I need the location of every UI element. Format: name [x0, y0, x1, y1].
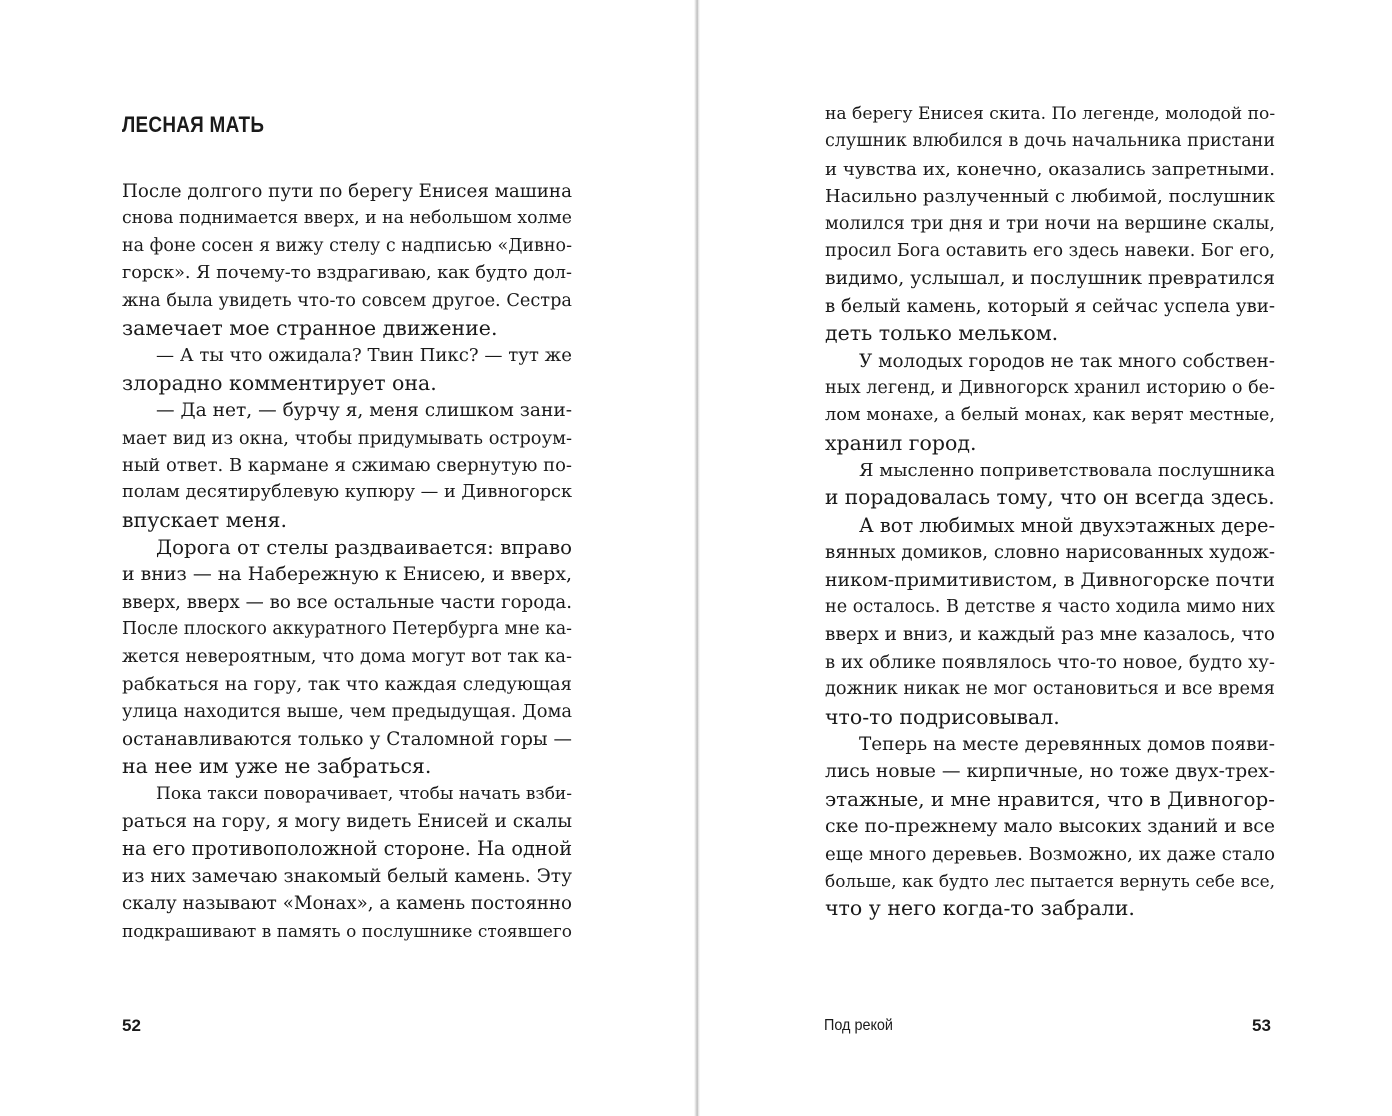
text-line: дожник никак не мог остановиться и все время — [825, 679, 1275, 700]
text-line: на нее им уже не забраться. — [122, 754, 432, 779]
chapter-title: ЛЕСНАЯ МАТЬ — [122, 112, 265, 137]
text-line: просил Бога оставить его здесь навеки. Бог его, — [825, 240, 1275, 261]
running-head-book-title: Под рекой — [824, 1017, 893, 1034]
text-line: ных легенд, и Дивногорск хранил историю о бе- — [825, 377, 1275, 398]
right-page — [700, 0, 1392, 1116]
text-line: что у него когда-то забрали. — [825, 896, 1135, 921]
text-line: Пока такси поворачивает, чтобы начать взби- — [156, 783, 572, 804]
text-line: видимо, услышал, и послушник превратился — [825, 268, 1275, 290]
text-line: лись новые — кирпичные, но тоже двух-трех- — [825, 761, 1275, 783]
text-line: на его противоположной стороне. На одной — [122, 837, 573, 861]
text-line: что-то подрисовывал. — [825, 704, 1060, 729]
text-line: — Да нет, — бурчу я, меня слишком зани- — [156, 400, 572, 422]
text-line: деть только мельком. — [825, 321, 1059, 346]
text-line: злорадно комментирует она. — [122, 370, 437, 395]
text-line: вверх и вниз, и каждый раз мне казалось, что — [825, 624, 1275, 646]
text-line: из них замечаю знакомый белый камень. Эту — [122, 865, 572, 887]
text-line: подкрашивают в память о послушнике стоявшего — [122, 920, 572, 941]
right-page-body-text — [825, 101, 1275, 923]
text-line: После долгого пути по берегу Енисея машина — [122, 181, 572, 202]
text-line: жна была увидеть что-то совсем другое. Сестра — [122, 290, 572, 311]
text-line: полам десятирублевую купюру — и Дивногорск — [122, 482, 572, 503]
text-line: ске по-прежнему мало высоких зданий и все — [825, 815, 1275, 838]
text-line: После плоского аккуратного Петербурга мне ка- — [122, 619, 572, 640]
text-line: на фоне сосен я вижу стелу с надписью «Дивно- — [122, 235, 572, 256]
text-line: не осталось. В детстве я часто ходила мимо них — [825, 597, 1275, 618]
text-line: в их облике появлялось что-то новое, будто ху- — [825, 651, 1275, 673]
left-page — [0, 0, 694, 1116]
text-line: скалу называют «Монах», а камень постоянно — [122, 893, 572, 915]
text-line: Дорога от стелы раздваивается: вправо — [156, 536, 572, 560]
text-line: еще много деревьев. Возможно, их даже стало — [825, 843, 1275, 865]
text-line: рабкаться на гору, так что каждая следующая — [122, 674, 572, 696]
text-line: снова поднимается вверх, и на небольшом холме — [122, 208, 572, 229]
text-line: хранил город. — [825, 430, 977, 455]
text-line: слушник влюбился в дочь начальника пристани — [825, 131, 1275, 152]
text-line: этажные, и мне нравится, что в Дивногор- — [825, 787, 1275, 811]
text-line: жется невероятным, что дома могут вот так ка- — [122, 646, 572, 667]
text-line: У молодых городов не так много собствен- — [859, 350, 1275, 372]
text-line: раться на гору, я могу видеть Енисей и скалы — [122, 810, 572, 832]
page-number-left: 52 — [122, 1016, 141, 1035]
text-line: ный ответ. В кармане я сжимаю свернутую по- — [122, 454, 572, 476]
text-line: останавливаются только у Сталомной горы — — [122, 728, 572, 750]
text-line: на берегу Енисея скита. По легенде, молодой по- — [825, 104, 1276, 124]
text-line: А вот любимых мной двухэтажных дере- — [859, 513, 1275, 537]
text-line: и вниз — на Набережную к Енисею, и вверх, — [122, 563, 572, 586]
left-page-body-text — [122, 178, 572, 945]
text-line: Теперь на месте деревянных домов появи- — [859, 733, 1275, 755]
text-line: в белый камень, который я сейчас успела уви- — [825, 295, 1276, 317]
text-line: горск». Я почему-то вздрагиваю, как будто дол- — [122, 263, 572, 284]
text-line: Насильно разлученный с любимой, послушник — [825, 186, 1275, 208]
text-line: лом монахе, а белый монах, как верят местные, — [825, 405, 1275, 426]
text-line: мает вид из окна, чтобы придумывать остроум- — [122, 427, 572, 449]
text-line: замечает мое странное движение. — [122, 315, 498, 340]
page-number-right: 53 — [1252, 1016, 1271, 1035]
text-line: впускает меня. — [122, 507, 287, 532]
text-line: ником-примитивистом, в Дивногорске почти — [825, 569, 1275, 591]
text-line: и порадовалась тому, что он всегда здесь. — [825, 485, 1275, 510]
text-line: и чувства их, конечно, оказались запретными. — [825, 158, 1275, 180]
text-line: вверх, вверх — во все остальные части города. — [122, 591, 572, 613]
text-line: вянных домиков, словно нарисованных худож- — [825, 542, 1275, 564]
text-line: Я мысленно поприветствовала послушника — [859, 460, 1275, 482]
text-line: улица находится выше, чем предыдущая. Дома — [122, 701, 572, 723]
text-line: — А ты что ожидала? Твин Пикс? — тут же — [156, 345, 572, 367]
text-line: молился три дня и три ночи на вершине скалы, — [825, 213, 1275, 234]
text-line: больше, как будто лес пытается вернуть себе все, — [825, 870, 1275, 891]
